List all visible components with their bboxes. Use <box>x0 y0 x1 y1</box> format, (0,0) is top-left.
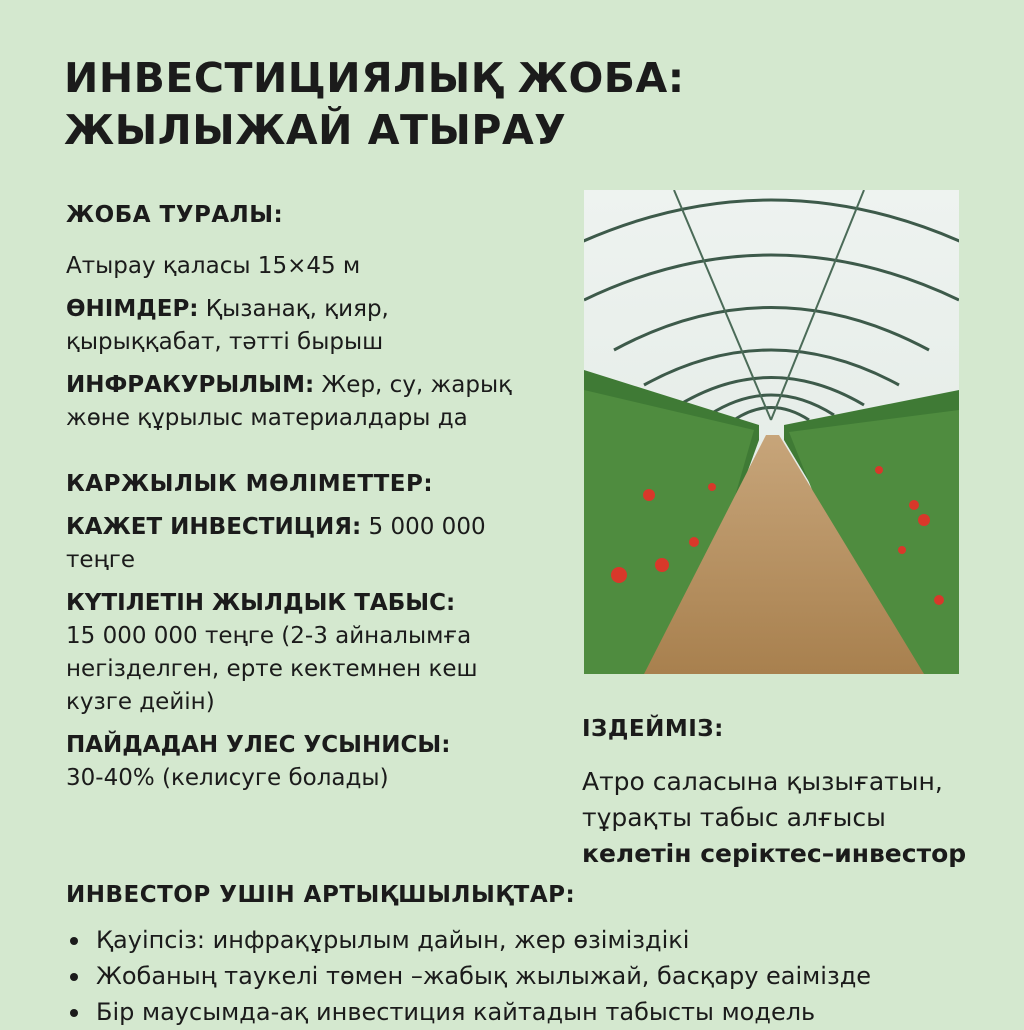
income-line-1: 15 000 000 теңге (2-3 айналымға <box>66 623 472 649</box>
advantage-text: Қауіпсіз: инфрақұрылым дайын, жер өзіміздікі <box>96 926 690 954</box>
seeking-line-1: Атро саласына қызығатын, <box>582 767 943 796</box>
share-block <box>66 729 566 795</box>
seeking-section <box>582 714 1002 872</box>
investment-value-2: теңге <box>66 547 135 573</box>
bullet-icon <box>70 937 78 945</box>
seeking-line-2: тұрақты табыс алғысы <box>582 803 886 832</box>
greenhouse-photo <box>584 190 959 674</box>
bullet-icon <box>70 973 78 981</box>
advantages-section <box>66 880 1006 1030</box>
infra-label: ИНФРАКУРЫЛЫМ: <box>66 372 315 398</box>
finance-heading: КАРЖЫЛЫК МӨЛІМЕТТЕР: <box>66 471 434 497</box>
page-title <box>64 52 685 156</box>
infra-value-2: жөне құрылыс материалдары да <box>66 405 468 431</box>
investment-block <box>66 511 566 577</box>
location-text: Атырау қаласы 15×45 м <box>66 253 361 279</box>
products-value: Қызанақ, қияр, <box>198 296 389 322</box>
income-block <box>66 587 566 719</box>
income-line-3: кузге дейін) <box>66 689 215 715</box>
project-details <box>66 200 566 795</box>
title-line-2: ЖЫЛЫЖАЙ АТЫРАУ <box>64 106 567 154</box>
investment-label: КАЖЕТ ИНВЕСТИЦИЯ: <box>66 514 362 540</box>
income-label: КҮТІЛЕТІН ЖЫЛДЫК ТАБЫС: <box>66 590 456 616</box>
infra-value: Жер, су, жарық <box>314 372 513 398</box>
advantages-heading: ИНВЕСТОР УШІН АРТЫҚШЫЛЫҚТАР: <box>66 882 576 908</box>
bullet-icon <box>70 1009 78 1017</box>
products-value-2: қырыққабат, тәтті бырыш <box>66 329 384 355</box>
income-line-2: негізделген, ерте кектемнен кеш <box>66 656 478 682</box>
advantage-text: Бір маусымда-ақ инвестиция кайтадын табысты модель <box>96 998 816 1026</box>
about-heading: ЖОБА ТУРАЛЫ: <box>66 202 284 228</box>
products-block <box>66 293 566 359</box>
advantage-text: Жобаның таукелі төмен –жабық жылыжай, басқару еаімізде <box>96 962 872 990</box>
infra-block <box>66 369 566 435</box>
advantage-item <box>66 922 1006 958</box>
share-value: 30-40% (келисуге болады) <box>66 765 389 791</box>
title-line-1: ИНВЕСТИЦИЯЛЫҚ ЖОБА: <box>64 54 685 102</box>
products-label: ӨНІМДЕР: <box>66 296 199 322</box>
seeking-heading: ІЗДЕЙМІЗ: <box>582 716 724 742</box>
share-label: ПАЙДАДАН УЛЕС УСЫНИСЫ: <box>66 732 451 758</box>
advantage-item <box>66 958 1006 994</box>
advantage-item <box>66 994 1006 1030</box>
investment-value: 5 000 000 <box>361 514 486 540</box>
seeking-line-3: келетін серіктес–инвестор <box>582 839 967 868</box>
advantages-list <box>66 922 1006 1030</box>
